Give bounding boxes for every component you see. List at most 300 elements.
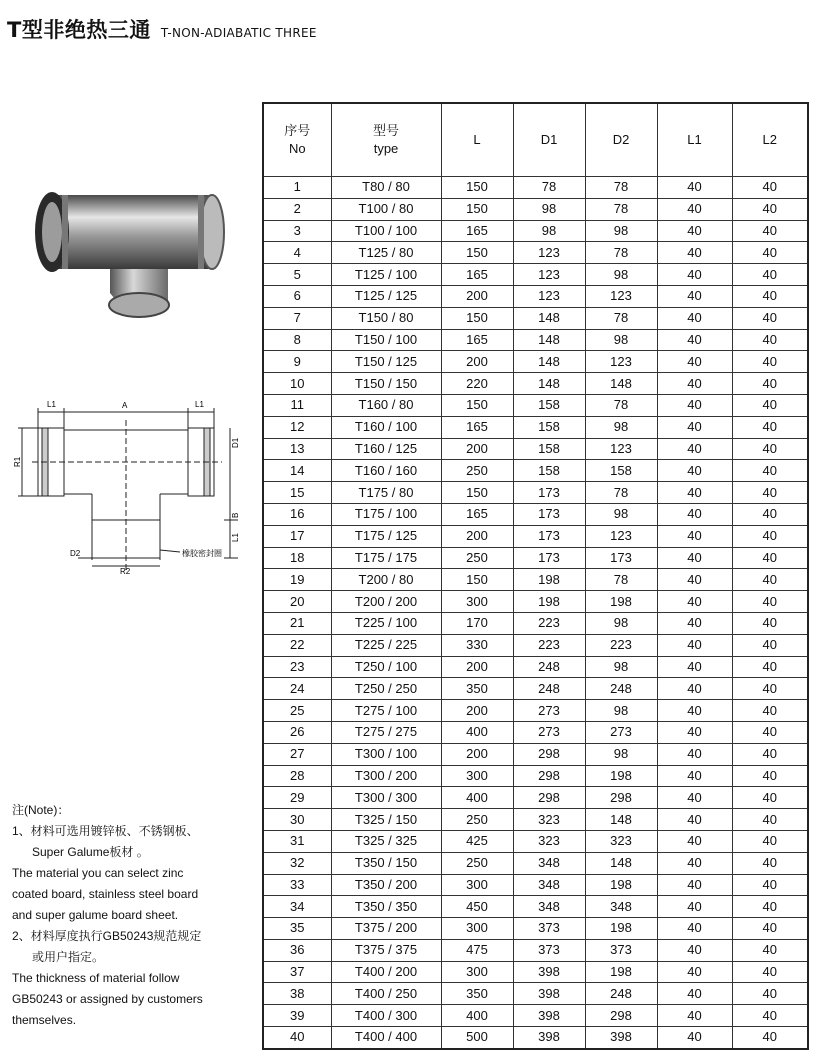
cell-l1: 40: [657, 569, 732, 591]
note-1-cn-cont: Super Galume板材 。: [32, 845, 149, 859]
cell-no: 13: [263, 438, 331, 460]
label-a: A: [122, 401, 128, 410]
cell-d2: 123: [585, 285, 657, 307]
label-l1-vertical: L1: [231, 533, 240, 542]
col-header-l: L: [441, 103, 513, 177]
cell-l: 250: [441, 852, 513, 874]
page-title: [7, 14, 317, 44]
table-row: [263, 700, 808, 722]
cell-no: 20: [263, 591, 331, 613]
table-row: [263, 307, 808, 329]
cell-d2: 198: [585, 591, 657, 613]
cell-l: 400: [441, 721, 513, 743]
cell-l2: 40: [732, 721, 808, 743]
note-1-en-line: The material you can select zinc: [12, 866, 184, 880]
cell-l1: 40: [657, 220, 732, 242]
cell-d1: 373: [513, 939, 585, 961]
cell-type: T325 / 325: [331, 830, 441, 852]
cell-type: T400 / 400: [331, 1027, 441, 1049]
cell-d1: 223: [513, 612, 585, 634]
cell-no: 14: [263, 460, 331, 482]
cell-d2: 98: [585, 503, 657, 525]
cell-d1: 158: [513, 416, 585, 438]
cell-d1: 298: [513, 765, 585, 787]
table-row: [263, 830, 808, 852]
cell-type: T400 / 250: [331, 983, 441, 1005]
table-row: [263, 416, 808, 438]
cell-d2: 78: [585, 198, 657, 220]
cell-l2: 40: [732, 394, 808, 416]
cell-l: 250: [441, 547, 513, 569]
note-1-en-line: and super galume board sheet.: [12, 908, 179, 922]
cell-d1: 323: [513, 830, 585, 852]
cell-d1: 273: [513, 721, 585, 743]
cell-no: 19: [263, 569, 331, 591]
table-row: [263, 329, 808, 351]
table-row: [263, 351, 808, 373]
title-cn: T型非绝热三通: [7, 18, 151, 42]
product-photo: [32, 183, 232, 323]
cell-no: 4: [263, 242, 331, 264]
table-row: [263, 525, 808, 547]
cell-l1: 40: [657, 329, 732, 351]
cell-d1: 173: [513, 503, 585, 525]
cell-l1: 40: [657, 743, 732, 765]
table-row: [263, 918, 808, 940]
cell-type: T400 / 300: [331, 1005, 441, 1027]
notes: [12, 800, 252, 1031]
cell-no: 28: [263, 765, 331, 787]
cell-l2: 40: [732, 220, 808, 242]
cell-l: 165: [441, 220, 513, 242]
cell-d2: 398: [585, 1027, 657, 1049]
cell-l2: 40: [732, 547, 808, 569]
cell-d2: 298: [585, 787, 657, 809]
table-row: [263, 177, 808, 199]
cell-l: 220: [441, 373, 513, 395]
cell-type: T100 / 100: [331, 220, 441, 242]
cell-l2: 40: [732, 874, 808, 896]
cell-d1: 298: [513, 743, 585, 765]
cell-type: T160 / 100: [331, 416, 441, 438]
cell-no: 17: [263, 525, 331, 547]
table-row: [263, 743, 808, 765]
table-row: [263, 634, 808, 656]
cell-l2: 40: [732, 503, 808, 525]
cell-l2: 40: [732, 591, 808, 613]
cell-l1: 40: [657, 983, 732, 1005]
cell-l: 500: [441, 1027, 513, 1049]
cell-no: 24: [263, 678, 331, 700]
cell-l: 300: [441, 918, 513, 940]
cell-d2: 98: [585, 656, 657, 678]
cell-d1: 248: [513, 656, 585, 678]
note-2-cn-cont: 或用户指定。: [32, 950, 105, 964]
cell-d2: 78: [585, 177, 657, 199]
cell-type: T150 / 80: [331, 307, 441, 329]
cell-type: T200 / 200: [331, 591, 441, 613]
cell-l1: 40: [657, 809, 732, 831]
cell-l2: 40: [732, 177, 808, 199]
notes-heading: 注(Note)：: [12, 803, 70, 817]
cell-l2: 40: [732, 242, 808, 264]
cell-type: T80 / 80: [331, 177, 441, 199]
cell-l1: 40: [657, 438, 732, 460]
cell-no: 11: [263, 394, 331, 416]
cell-d1: 148: [513, 307, 585, 329]
cell-no: 12: [263, 416, 331, 438]
cell-d2: 123: [585, 351, 657, 373]
table-row: [263, 896, 808, 918]
cell-d1: 123: [513, 242, 585, 264]
cell-d1: 158: [513, 394, 585, 416]
cell-l1: 40: [657, 765, 732, 787]
cell-l: 200: [441, 525, 513, 547]
col-header-l2: L2: [732, 103, 808, 177]
cell-d2: 223: [585, 634, 657, 656]
cell-l2: 40: [732, 285, 808, 307]
cell-l2: 40: [732, 482, 808, 504]
table-row: [263, 983, 808, 1005]
cell-l2: 40: [732, 438, 808, 460]
cell-d1: 158: [513, 460, 585, 482]
cell-l: 150: [441, 242, 513, 264]
cell-type: T250 / 100: [331, 656, 441, 678]
title-en: T-NON-ADIABATIC THREE: [160, 26, 317, 40]
cell-l1: 40: [657, 961, 732, 983]
table-row: [263, 874, 808, 896]
cell-d1: 173: [513, 547, 585, 569]
cell-l1: 40: [657, 373, 732, 395]
cell-d2: 148: [585, 852, 657, 874]
cell-d1: 398: [513, 983, 585, 1005]
cell-no: 39: [263, 1005, 331, 1027]
table-row: [263, 656, 808, 678]
cell-d2: 123: [585, 525, 657, 547]
col-header-no: 序号 No: [263, 103, 331, 177]
cell-l1: 40: [657, 525, 732, 547]
cell-type: T300 / 200: [331, 765, 441, 787]
cell-l2: 40: [732, 329, 808, 351]
cell-type: T300 / 100: [331, 743, 441, 765]
cell-d2: 78: [585, 482, 657, 504]
cell-l2: 40: [732, 1005, 808, 1027]
cell-l1: 40: [657, 460, 732, 482]
cell-d2: 248: [585, 983, 657, 1005]
cell-no: 9: [263, 351, 331, 373]
table-row: [263, 1027, 808, 1049]
cell-d1: 298: [513, 787, 585, 809]
cell-l2: 40: [732, 852, 808, 874]
cell-l2: 40: [732, 961, 808, 983]
cell-l1: 40: [657, 591, 732, 613]
table-row: [263, 678, 808, 700]
table-body: [263, 177, 808, 1049]
cell-no: 40: [263, 1027, 331, 1049]
cell-d2: 78: [585, 242, 657, 264]
cell-d2: 348: [585, 896, 657, 918]
table-row: [263, 285, 808, 307]
cell-l: 150: [441, 482, 513, 504]
cell-type: T350 / 350: [331, 896, 441, 918]
cell-d2: 78: [585, 394, 657, 416]
cell-type: T275 / 100: [331, 700, 441, 722]
cell-no: 30: [263, 809, 331, 831]
cell-d2: 173: [585, 547, 657, 569]
cell-d1: 348: [513, 896, 585, 918]
technical-drawing: [12, 400, 252, 580]
cell-l2: 40: [732, 198, 808, 220]
cell-l: 475: [441, 939, 513, 961]
cell-l2: 40: [732, 983, 808, 1005]
cell-d1: 78: [513, 177, 585, 199]
cell-l: 400: [441, 787, 513, 809]
table-row: [263, 787, 808, 809]
cell-d1: 123: [513, 285, 585, 307]
cell-l2: 40: [732, 830, 808, 852]
cell-d1: 173: [513, 525, 585, 547]
cell-l1: 40: [657, 307, 732, 329]
label-l1-right: L1: [195, 400, 204, 409]
cell-no: 35: [263, 918, 331, 940]
cell-no: 31: [263, 830, 331, 852]
cell-d2: 148: [585, 809, 657, 831]
cell-d2: 373: [585, 939, 657, 961]
cell-l1: 40: [657, 1027, 732, 1049]
cell-l2: 40: [732, 612, 808, 634]
cell-l1: 40: [657, 700, 732, 722]
cell-l: 165: [441, 329, 513, 351]
cell-d1: 398: [513, 1005, 585, 1027]
cell-no: 32: [263, 852, 331, 874]
cell-no: 36: [263, 939, 331, 961]
col-header-l1: L1: [657, 103, 732, 177]
cell-l: 250: [441, 809, 513, 831]
cell-l: 350: [441, 983, 513, 1005]
table-row: [263, 482, 808, 504]
cell-l: 250: [441, 460, 513, 482]
cell-d1: 148: [513, 329, 585, 351]
cell-l: 200: [441, 743, 513, 765]
cell-l1: 40: [657, 918, 732, 940]
cell-d1: 373: [513, 918, 585, 940]
cell-l2: 40: [732, 351, 808, 373]
cell-no: 22: [263, 634, 331, 656]
cell-l1: 40: [657, 416, 732, 438]
cell-type: T175 / 125: [331, 525, 441, 547]
note-1-en-line: coated board, stainless steel board: [12, 887, 199, 901]
cell-d1: 273: [513, 700, 585, 722]
cell-l: 165: [441, 416, 513, 438]
cell-d2: 98: [585, 743, 657, 765]
table-row: [263, 264, 808, 286]
cell-type: T225 / 100: [331, 612, 441, 634]
label-b: B: [231, 512, 240, 518]
cell-no: 16: [263, 503, 331, 525]
cell-l1: 40: [657, 787, 732, 809]
cell-d1: 398: [513, 1027, 585, 1049]
cell-l2: 40: [732, 307, 808, 329]
cell-d2: 98: [585, 329, 657, 351]
table-row: [263, 438, 808, 460]
cell-l1: 40: [657, 678, 732, 700]
cell-no: 27: [263, 743, 331, 765]
cell-d2: 198: [585, 874, 657, 896]
cell-l2: 40: [732, 525, 808, 547]
table-row: [263, 460, 808, 482]
cell-d2: 198: [585, 918, 657, 940]
cell-d2: 323: [585, 830, 657, 852]
cell-d1: 98: [513, 220, 585, 242]
cell-type: T175 / 80: [331, 482, 441, 504]
cell-l: 200: [441, 438, 513, 460]
cell-l: 330: [441, 634, 513, 656]
table-row: [263, 939, 808, 961]
cell-l1: 40: [657, 830, 732, 852]
cell-type: T125 / 80: [331, 242, 441, 264]
cell-l1: 40: [657, 394, 732, 416]
cell-l1: 40: [657, 264, 732, 286]
cell-l: 150: [441, 569, 513, 591]
cell-l: 300: [441, 765, 513, 787]
table-row: [263, 220, 808, 242]
cell-type: T350 / 200: [331, 874, 441, 896]
cell-no: 38: [263, 983, 331, 1005]
cell-d1: 398: [513, 961, 585, 983]
cell-no: 2: [263, 198, 331, 220]
table-row: [263, 1005, 808, 1027]
cell-l: 165: [441, 264, 513, 286]
table-row: [263, 373, 808, 395]
cell-d1: 123: [513, 264, 585, 286]
cell-l: 165: [441, 503, 513, 525]
cell-l: 200: [441, 700, 513, 722]
cell-l: 200: [441, 351, 513, 373]
cell-l1: 40: [657, 177, 732, 199]
cell-no: 6: [263, 285, 331, 307]
cell-l1: 40: [657, 852, 732, 874]
table-row: [263, 809, 808, 831]
cell-d2: 148: [585, 373, 657, 395]
cell-d2: 78: [585, 569, 657, 591]
table-row: [263, 721, 808, 743]
cell-l2: 40: [732, 264, 808, 286]
note-1-cn: 1、材料可选用镀锌板、不锈钢板、: [12, 824, 199, 838]
label-r1: R1: [13, 456, 22, 467]
cell-type: T375 / 200: [331, 918, 441, 940]
cell-type: T400 / 200: [331, 961, 441, 983]
cell-no: 3: [263, 220, 331, 242]
cell-d2: 98: [585, 700, 657, 722]
cell-l2: 40: [732, 416, 808, 438]
cell-l: 300: [441, 591, 513, 613]
cell-l1: 40: [657, 547, 732, 569]
cell-type: T160 / 80: [331, 394, 441, 416]
table-row: [263, 765, 808, 787]
cell-l: 400: [441, 1005, 513, 1027]
cell-d2: 123: [585, 438, 657, 460]
cell-d1: 248: [513, 678, 585, 700]
cell-no: 25: [263, 700, 331, 722]
cell-l1: 40: [657, 198, 732, 220]
cell-d2: 158: [585, 460, 657, 482]
col-header-d2: D2: [585, 103, 657, 177]
col-header-type: 型号 type: [331, 103, 441, 177]
cell-d1: 98: [513, 198, 585, 220]
cell-d1: 198: [513, 591, 585, 613]
cell-d2: 78: [585, 307, 657, 329]
label-d2: D2: [70, 549, 81, 558]
cell-l1: 40: [657, 285, 732, 307]
cell-l: 150: [441, 394, 513, 416]
note-2-en-line: themselves.: [12, 1013, 77, 1027]
cell-d2: 298: [585, 1005, 657, 1027]
cell-l: 450: [441, 896, 513, 918]
cell-l1: 40: [657, 939, 732, 961]
cell-type: T125 / 125: [331, 285, 441, 307]
cell-type: T160 / 160: [331, 460, 441, 482]
cell-l: 200: [441, 285, 513, 307]
cell-no: 15: [263, 482, 331, 504]
cell-no: 7: [263, 307, 331, 329]
cell-d1: 223: [513, 634, 585, 656]
cell-l2: 40: [732, 656, 808, 678]
cell-no: 37: [263, 961, 331, 983]
cell-type: T325 / 150: [331, 809, 441, 831]
table-row: [263, 612, 808, 634]
cell-l1: 40: [657, 1005, 732, 1027]
label-d1: D1: [231, 437, 240, 448]
cell-d2: 98: [585, 264, 657, 286]
cell-type: T160 / 125: [331, 438, 441, 460]
cell-d2: 198: [585, 765, 657, 787]
cell-d1: 148: [513, 373, 585, 395]
cell-l: 150: [441, 198, 513, 220]
cell-l2: 40: [732, 373, 808, 395]
cell-type: T100 / 80: [331, 198, 441, 220]
cell-d2: 98: [585, 416, 657, 438]
cell-l: 150: [441, 307, 513, 329]
cell-l1: 40: [657, 874, 732, 896]
cell-type: T150 / 125: [331, 351, 441, 373]
cell-d1: 323: [513, 809, 585, 831]
cell-no: 33: [263, 874, 331, 896]
cell-type: T150 / 150: [331, 373, 441, 395]
cell-l2: 40: [732, 896, 808, 918]
cell-type: T250 / 250: [331, 678, 441, 700]
table-row: [263, 961, 808, 983]
table-row: [263, 547, 808, 569]
label-seal: 橡胶密封圈: [182, 549, 222, 558]
cell-type: T375 / 375: [331, 939, 441, 961]
cell-l: 150: [441, 177, 513, 199]
cell-l2: 40: [732, 918, 808, 940]
cell-l: 300: [441, 874, 513, 896]
cell-d2: 98: [585, 612, 657, 634]
cell-type: T350 / 150: [331, 852, 441, 874]
cell-no: 8: [263, 329, 331, 351]
table-row: [263, 242, 808, 264]
cell-l1: 40: [657, 721, 732, 743]
cell-l2: 40: [732, 634, 808, 656]
cell-type: T225 / 225: [331, 634, 441, 656]
cell-l1: 40: [657, 634, 732, 656]
cell-l2: 40: [732, 765, 808, 787]
cell-l: 300: [441, 961, 513, 983]
note-2-en-line: GB50243 or assigned by customers: [12, 992, 203, 1006]
cell-l: 170: [441, 612, 513, 634]
cell-l2: 40: [732, 700, 808, 722]
